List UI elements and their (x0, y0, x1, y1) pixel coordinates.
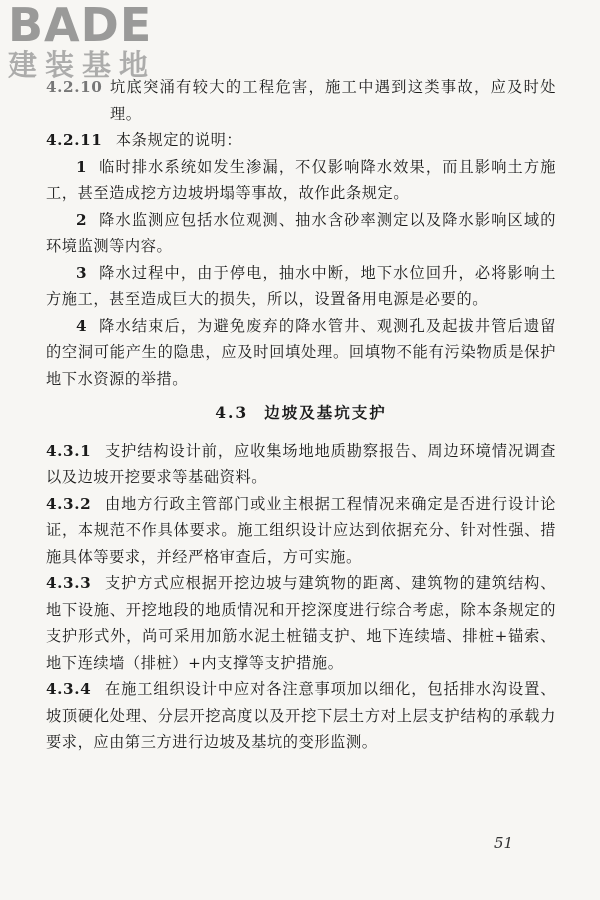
logo-chinese-text: 建装基地 (8, 48, 157, 82)
item-number: 4 (76, 316, 88, 335)
clause-text: 支护结构设计前，应收集场地地质勘察报告、周边环境情况调查以及边坡开挖要求等基础资料。 (46, 441, 556, 486)
clause-text: 坑底突涌有较大的工程危害，施工中遇到这类事故，应及时处理。 (110, 78, 556, 123)
clause-4-2-11-item-2 (46, 207, 556, 260)
clause-text: 在施工组织设计中应对各注意事项加以细化，包括排水沟设置、坡顶硬化处理、分层开挖高度以及开挖下层土方对上层支护结构的承载力要求，应由第三方进行边坡及基坑的变形监测。 (46, 680, 556, 751)
clause-4-3-4 (46, 676, 556, 756)
clause-4-3-1 (46, 438, 556, 491)
clause-4-3-3 (46, 570, 556, 676)
clause-4-2-10 (46, 74, 556, 127)
clause-text: 支护方式应根据开挖边坡与建筑物的距离、建筑物的建筑结构、地下设施、开挖地段的地质情况和开挖深度进行综合考虑，除本条规定的支护形式外，尚可采用加筋水泥土桩锚支护、地下连续墙、排桩+锚索、地下连续墙（排桩）+内支撑等支护措施。 (46, 574, 556, 672)
item-number: 1 (76, 157, 88, 176)
clause-number: 4.2.10 (46, 78, 103, 96)
clause-intro: 本条规定的说明： (115, 131, 243, 149)
item-number: 3 (76, 263, 88, 282)
item-text: 降水过程中，由于停电，抽水中断，地下水位回升，必将影响土方施工，甚至造成巨大的损失，所以，设置备用电源是必要的。 (46, 263, 556, 308)
clause-number: 4.3.3 (46, 574, 92, 592)
clause-4-3-2 (46, 491, 556, 571)
section-heading-4-3 (46, 400, 556, 427)
clause-4-2-11-item-4 (46, 313, 556, 393)
section-number: 4.3 (215, 403, 249, 422)
item-number: 2 (76, 210, 88, 229)
item-text: 降水结束后，为避免废弃的降水管井、观测孔及起拔井管后遗留的空洞可能产生的隐患，应及时回填处理。回填物不能有污染物质是保护地下水资源的举措。 (46, 316, 556, 388)
clause-number: 4.3.4 (46, 680, 92, 698)
item-text: 临时排水系统如发生渗漏，不仅影响降水效果，而且影响土方施工，甚至造成挖方边坡坍塌等事故，故作此条规定。 (46, 157, 556, 202)
item-text: 降水监测应包括水位观测、抽水含砂率测定以及降水影响区域的环境监测等内容。 (46, 210, 556, 255)
logo-latin-text (8, 0, 178, 52)
clause-number: 4.3.2 (46, 494, 92, 513)
clause-number: 4.2.11 (46, 131, 103, 149)
page-number: 51 (494, 834, 514, 852)
clause-4-2-11 (46, 127, 556, 154)
clause-text: 由地方行政主管部门或业主根据工程情况来确定是否进行设计论证，本规范不作具体要求。施工组织设计应达到依据充分、针对性强、措施具体等要求，并经严格审查后，方可实施。 (46, 494, 556, 566)
clause-4-2-11-item-1 (46, 154, 556, 207)
section-title: 边坡及基坑支护 (264, 403, 387, 422)
logo-latin-letters: BADE (8, 0, 153, 52)
clause-4-2-11-item-3 (46, 260, 556, 313)
document-body (46, 74, 556, 756)
clause-number: 4.3.1 (46, 441, 92, 460)
